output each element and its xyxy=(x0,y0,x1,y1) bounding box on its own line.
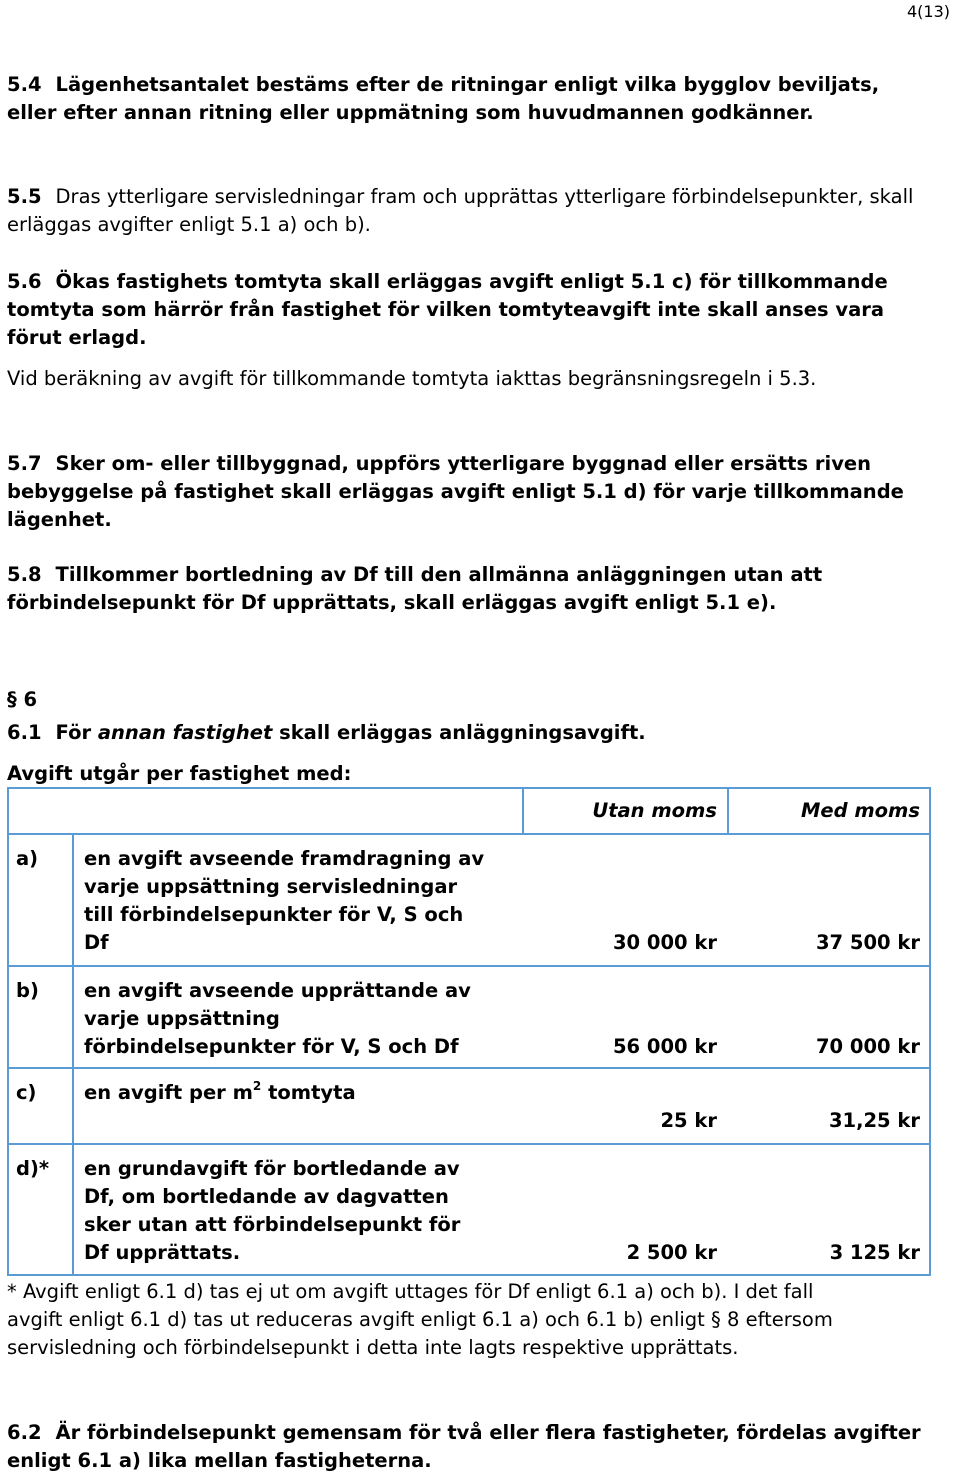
row-b-description xyxy=(84,977,524,1061)
table-border xyxy=(7,1143,931,1145)
section-text: Lägenhetsantalet bestäms efter de ritningar enligt vilka bygglov beviljats, eller efter annan ritning eller uppmätning som huvudmannen godkänner. xyxy=(7,73,880,124)
row-a-description xyxy=(84,845,524,957)
section-number: 5.4 xyxy=(7,73,42,96)
row-b-utan-moms: 56 000 kr xyxy=(612,1035,717,1058)
page-number: 4(13) xyxy=(906,2,950,21)
row-a-med-moms: 37 500 kr xyxy=(815,931,920,954)
section-number: 5.6 xyxy=(7,270,42,293)
section-5-8 xyxy=(7,561,927,617)
section-text: Dras ytterligare servisledningar fram och upprättas ytterligare förbindelsepunkter, skall erläggas avgifter enligt 5.1 a) och b). xyxy=(7,185,914,236)
table-border xyxy=(7,1274,931,1276)
description-line: varje uppsättning servisledningar xyxy=(84,875,458,898)
description-line: en avgift per m xyxy=(84,1081,253,1104)
description-line: Df upprättats. xyxy=(84,1241,241,1264)
row-a-label: a) xyxy=(16,847,39,870)
section-5-7 xyxy=(7,450,927,534)
table-border xyxy=(727,787,729,833)
section-5-6-note: Vid beräkning av avgift för tillkommande tomtyta iakttas begränsningsregeln i 5.3. xyxy=(7,367,817,390)
description-line: till förbindelsepunkter för V, S och xyxy=(84,903,464,926)
header-utan-moms: Utan moms xyxy=(592,799,717,822)
paragraph-6-heading: § 6 xyxy=(7,688,38,711)
table-border xyxy=(7,965,931,967)
description-line: en avgift avseende upprättande av xyxy=(84,979,471,1002)
row-b-med-moms: 70 000 kr xyxy=(815,1035,920,1058)
section-number: 5.5 xyxy=(7,185,42,208)
section-6-2 xyxy=(7,1419,927,1475)
section-5-6 xyxy=(7,268,927,352)
row-a-utan-moms: 30 000 kr xyxy=(612,931,717,954)
header-med-moms: Med moms xyxy=(800,799,920,822)
description-line: förbindelsepunkter för V, S och Df xyxy=(84,1035,459,1058)
section-text-italic: annan fastighet xyxy=(97,721,273,744)
section-number: 6.2 xyxy=(7,1421,42,1444)
table-border xyxy=(72,833,74,1276)
description-line: Df, om bortledande av dagvatten xyxy=(84,1185,449,1208)
section-number: 6.1 xyxy=(7,721,42,744)
section-text: Ökas fastighets tomtyta skall erläggas avgift enligt 5.1 c) för tillkommande tomtyta som härrör från fastighet för vilken tomtyteavgift inte skall anses vara förut erlagd. xyxy=(7,270,888,349)
section-text-after: skall erläggas anläggningsavgift. xyxy=(279,721,646,744)
section-text: Sker om- eller tillbyggnad, uppförs ytterligare byggnad eller ersätts riven bebyggelse på fastighet skall erläggas avgift enligt 5.1 d) för varje tillkommande lägenhet. xyxy=(7,452,904,531)
section-6-1 xyxy=(7,719,927,747)
table-border xyxy=(7,833,931,835)
description-line: en avgift avseende framdragning av xyxy=(84,847,485,870)
row-c-description xyxy=(84,1079,524,1107)
table-border xyxy=(929,787,931,1276)
row-c-label: c) xyxy=(16,1081,37,1104)
section-5-5 xyxy=(7,183,927,239)
footnote: * Avgift enligt 6.1 d) tas ej ut om avgift uttages för Df enligt 6.1 a) och b). I det fall avgift enligt 6.1 d) tas ut reduceras avgift enligt 6.1 a) och 6.1 b) enligt § 8 eftersom servisledning och förbindelsepunkt i detta inte lagts respektive upprättats. xyxy=(7,1280,833,1359)
row-d-label: d)* xyxy=(16,1157,50,1180)
row-b-label: b) xyxy=(16,979,39,1002)
section-text: Är förbindelsepunkt gemensam för två eller flera fastigheter, fördelas avgifter enligt 6.1 a) lika mellan fastigheterna. xyxy=(7,1421,921,1472)
section-text: Tillkommer bortledning av Df till den allmänna anläggningen utan att förbindelsepunkt för Df upprättats, skall erläggas avgift enligt 5.1 e). xyxy=(7,563,823,614)
table-border xyxy=(7,787,9,1276)
row-c-utan-moms: 25 kr xyxy=(660,1109,717,1132)
section-number: 5.7 xyxy=(7,452,42,475)
table-border xyxy=(7,787,931,789)
description-line: tomtyta xyxy=(268,1081,356,1104)
row-c-med-moms: 31,25 kr xyxy=(828,1109,920,1132)
section-text-before: För xyxy=(55,721,92,744)
row-d-description xyxy=(84,1155,524,1267)
table-border xyxy=(522,787,524,833)
row-d-utan-moms: 2 500 kr xyxy=(626,1241,717,1264)
description-line: en grundavgift för bortledande av xyxy=(84,1157,460,1180)
row-d-med-moms: 3 125 kr xyxy=(829,1241,920,1264)
fee-intro: Avgift utgår per fastighet med: xyxy=(7,762,352,785)
section-number: 5.8 xyxy=(7,563,42,586)
superscript-2: 2 xyxy=(252,1079,262,1093)
fee-table xyxy=(7,787,931,1277)
description-line: sker utan att förbindelsepunkt för xyxy=(84,1213,461,1236)
description-line: varje uppsättning xyxy=(84,1007,280,1030)
table-border xyxy=(7,1067,931,1069)
description-line: Df xyxy=(84,931,109,954)
section-5-4 xyxy=(7,71,927,127)
